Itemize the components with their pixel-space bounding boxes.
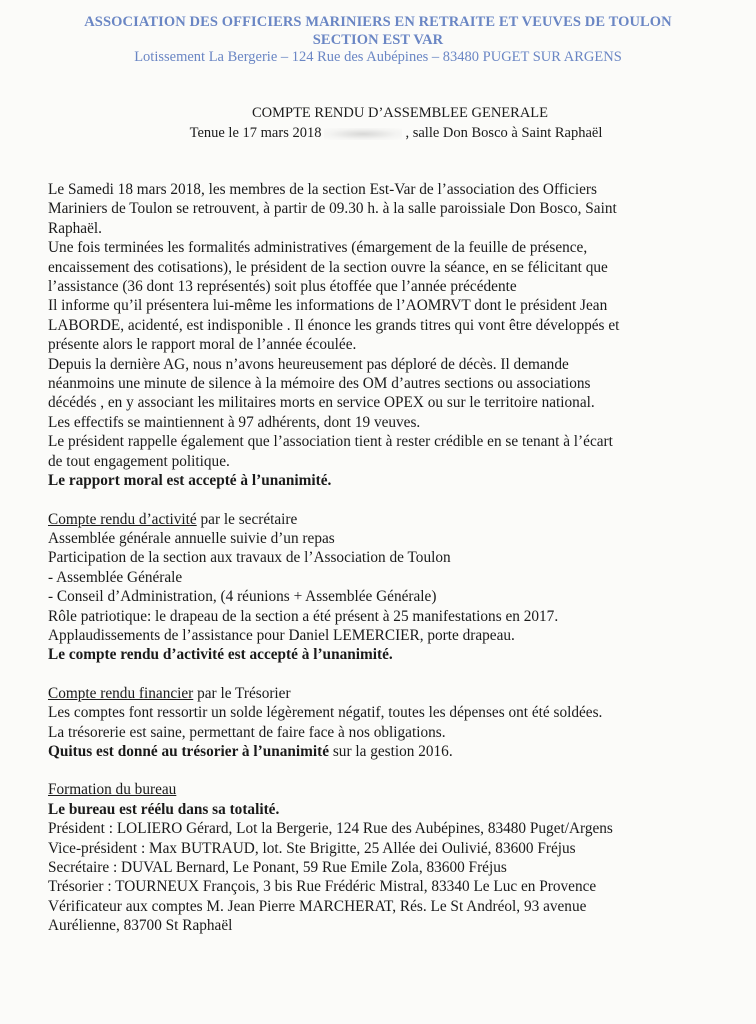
activity-line: Rôle patriotique: le drapeau de la section a été présent à 25 manifestations en 2017.	[48, 607, 559, 625]
finance-conclusion-rest: sur la gestion 2016.	[329, 742, 453, 760]
meeting-held-place: , salle Don Bosco à Saint Raphaël	[405, 125, 603, 141]
intro-line: Mariniers de Toulon se retrouvent, à partir de 09.30 h. à la salle paroissiale Don Bosco, Saint	[48, 200, 617, 218]
redaction-smudge	[324, 128, 402, 140]
intro-line: décédés , en y associant les militaires morts en service OPEX ou sur le territoire national.	[48, 394, 595, 412]
letterhead-org-line2: SECTION EST VAR	[312, 32, 444, 48]
letterhead-address: Lotissement La Bergerie – 124 Rue des Aubépines – 83480 PUGET SUR ARGENS	[134, 49, 622, 65]
activity-section	[48, 510, 738, 665]
bureau-member-line: Secrétaire : DUVAL Bernard, Le Ponant, 59 Rue Emile Zola, 83600 Fréjus	[48, 859, 507, 876]
section-gap	[48, 761, 738, 780]
meeting-held-line	[18, 125, 756, 142]
moral-report-conclusion: Le rapport moral est accepté à l’unanimité.	[48, 472, 332, 490]
activity-heading-line	[48, 510, 738, 529]
intro-line: LABORDE, acidenté, est indisponible . Il énonce les grands titres qui vont être développés et	[48, 316, 620, 334]
activity-line: Assemblée générale annuelle suivie d’un repas	[48, 529, 335, 547]
activity-heading-suffix: par le secrétaire	[196, 510, 298, 528]
finance-heading: Compte rendu financier	[48, 684, 194, 702]
document-title: COMPTE RENDU D’ASSEMBLEE GENERALE	[251, 105, 549, 121]
intro-line: Le Samedi 18 mars 2018, les membres de la section Est-Var de l’association des Officiers	[48, 181, 597, 198]
finance-conclusion	[48, 742, 738, 761]
intro-line: néanmoins une minute de silence à la mémoire des OM d’autres sections ou associations	[48, 375, 591, 393]
bureau-member-line: Aurélienne, 83700 St Raphaël	[48, 917, 233, 935]
intro-line: encaissement des cotisations), le président de la section ouvre la séance, en se félicitant que	[48, 258, 608, 276]
intro-section	[48, 180, 738, 491]
finance-heading-suffix: par le Trésorier	[193, 684, 291, 702]
activity-line: - Conseil d’Administration, (4 réunions + Assemblée Générale)	[48, 588, 437, 606]
intro-line: présente alors le rapport moral de l’année écoulée.	[48, 336, 357, 354]
bureau-member-line: Président : LOLIERO Gérard, Lot la Bergerie, 124 Rue des Aubépines, 83480 Puget/Argens	[48, 820, 613, 838]
finance-line: Les comptes font ressortir un solde légèrement négatif, toutes les dépenses ont été soldées.	[48, 704, 603, 722]
bureau-member-line: Trésorier : TOURNEUX François, 3 bis Rue Frédéric Mistral, 83340 Le Luc en Provence	[48, 878, 597, 896]
intro-line: Il informe qu’il présentera lui-même les informations de l’AOMRVT dont le président Jean	[48, 297, 608, 315]
finance-section	[48, 684, 738, 762]
bureau-section	[48, 780, 738, 935]
intro-line: Le président rappelle également que l’association tient à rester crédible en se tenant à l’écart	[48, 433, 613, 451]
document-body	[48, 180, 738, 936]
bureau-member-line: Vérificateur aux comptes M. Jean Pierre MARCHERAT, Rés. Le St Andréol, 93 avenue	[48, 897, 587, 915]
intro-line: de tout engagement politique.	[48, 452, 230, 470]
section-gap	[48, 491, 738, 510]
meeting-held-date: Tenue le 17 mars 2018	[189, 125, 322, 141]
intro-line: l’assistance (36 dont 13 représentés) soit plus étoffée que l’année précédente	[48, 278, 517, 296]
bureau-heading: Formation du bureau	[48, 781, 177, 799]
finance-heading-line	[48, 684, 738, 703]
activity-heading: Compte rendu d’activité	[48, 510, 197, 528]
finance-line: La trésorerie est saine, permettant de faire face à nos obligations.	[48, 723, 446, 741]
letterhead-org-line1: ASSOCIATION DES OFFICIERS MARINIERS EN RETRAITE ET VEUVES DE TOULON	[84, 14, 672, 30]
activity-conclusion: Le compte rendu d’activité est accepté à l’unanimité.	[48, 646, 393, 664]
bureau-member-line: Vice-président : Max BUTRAUD, lot. Ste Brigitte, 25 Allée dei Oulivié, 83600 Fréjus	[48, 839, 576, 857]
intro-line: Les effectifs se maintiennent à 97 adhérents, dont 19 veuves.	[48, 413, 421, 431]
intro-line: Une fois terminées les formalités administratives (émargement de la feuille de présence,	[48, 239, 588, 257]
bureau-reelected: Le bureau est réélu dans sa totalité.	[48, 800, 280, 818]
letterhead-organization	[0, 13, 756, 49]
intro-line: Raphaël.	[48, 219, 102, 237]
section-gap	[48, 665, 738, 684]
intro-line: Depuis la dernière AG, nous n’avons heureusement pas déploré de décès. Il demande	[48, 355, 569, 373]
activity-line: Participation de la section aux travaux de l’Association de Toulon	[48, 549, 451, 567]
activity-line: Applaudissements de l’assistance pour Daniel LEMERCIER, porte drapeau.	[48, 626, 515, 644]
activity-line: - Assemblée Générale	[48, 568, 183, 586]
finance-conclusion-bold: Quitus est donné au trésorier à l’unanimité	[48, 742, 330, 760]
